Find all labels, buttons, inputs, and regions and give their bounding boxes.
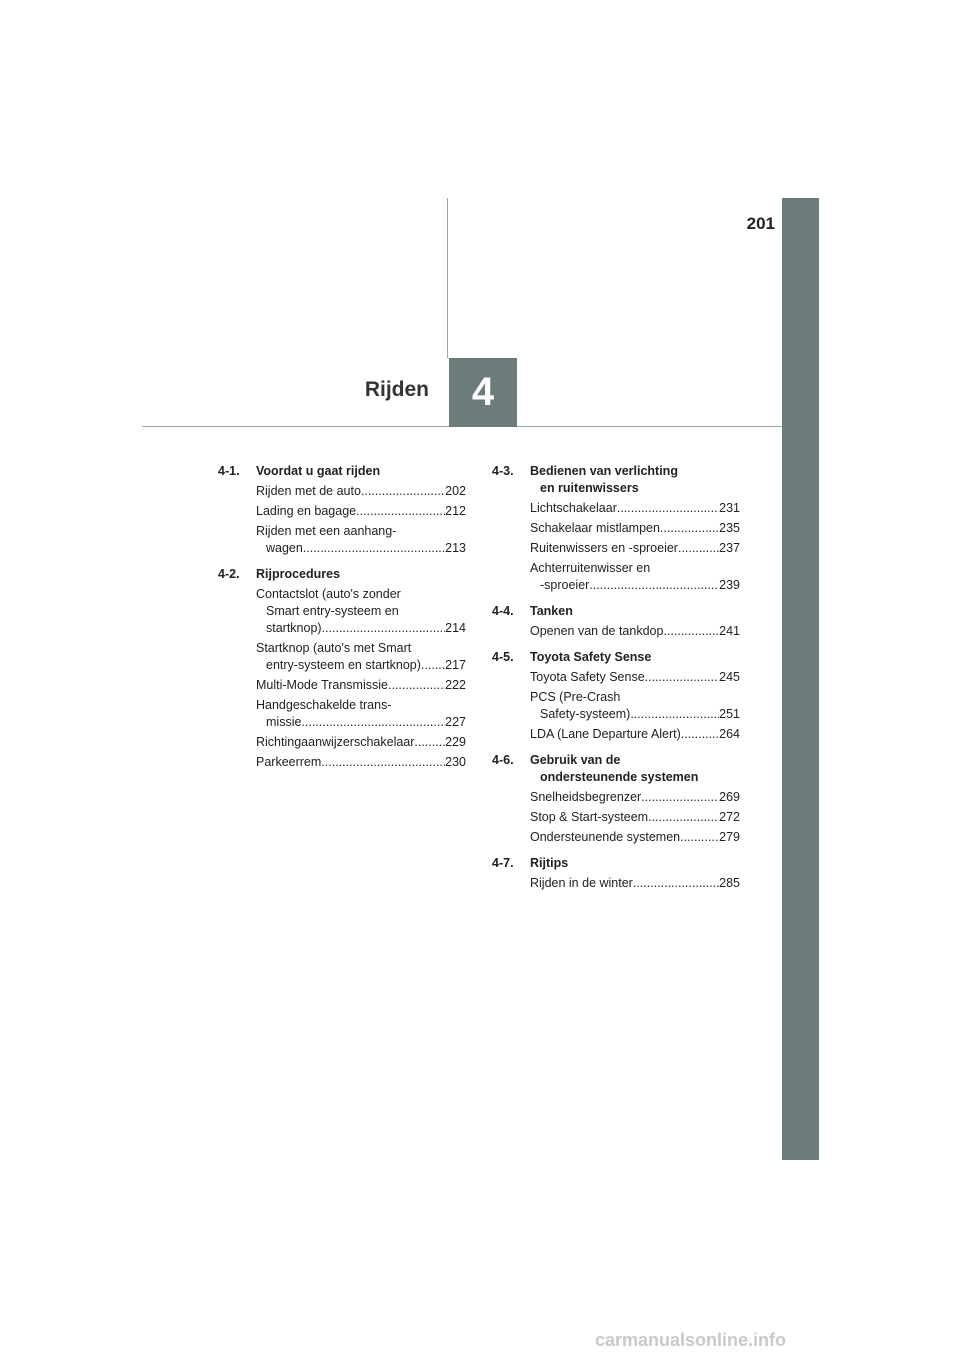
section-number: 4-5. <box>492 650 514 664</box>
toc-entry-text: Ruitenwissers en -sproeier <box>530 541 678 555</box>
toc-entry-page: 217 <box>445 658 466 672</box>
toc-entry-text: Toyota Safety Sense <box>530 670 645 684</box>
toc-entry-text: Parkeerrem <box>256 755 322 769</box>
dot-leader <box>681 726 719 743</box>
toc-entry-page: 241 <box>719 624 740 638</box>
toc-entry-text: Snelheidsbegrenzer <box>530 790 642 804</box>
toc-entry-text: Schakelaar mistlampen <box>530 521 660 535</box>
section-heading <box>492 463 740 497</box>
toc-entry-line <box>530 669 740 686</box>
section-gap <box>492 643 740 646</box>
toc-entry-line <box>530 875 740 892</box>
toc-entry[interactable] <box>218 734 466 751</box>
watermark: carmanualsonline.info <box>595 1330 787 1350</box>
toc-entry-line <box>530 706 740 723</box>
toc-entry-line <box>256 754 466 771</box>
toc-entry-line <box>530 789 740 806</box>
toc-entry-text: Lichtschakelaar <box>530 501 617 515</box>
section-number: 4-3. <box>492 464 514 478</box>
toc-entry-text: wagen <box>266 541 303 555</box>
dot-leader <box>660 520 719 537</box>
toc-entry-line <box>530 500 740 517</box>
toc-entry-line <box>530 829 740 846</box>
toc-entry-line <box>256 677 466 694</box>
chapter-number: 4 <box>449 358 517 427</box>
chapter-title: Rijden <box>364 378 429 401</box>
section-title: Rijtips <box>530 856 569 870</box>
toc-entry[interactable] <box>218 503 466 520</box>
toc-entry-page: 214 <box>445 621 466 635</box>
toc-entry-page: 222 <box>445 678 466 692</box>
dot-leader <box>633 875 719 892</box>
toc-entry-line <box>256 714 466 731</box>
toc-entry-line <box>256 540 466 557</box>
toc-left-column <box>218 460 466 774</box>
chapter-side-tab <box>782 198 819 1160</box>
dot-leader <box>680 829 719 846</box>
toc-entry-text: startknop) <box>266 621 322 635</box>
page-number: 201 <box>746 214 775 233</box>
toc-entry-text: Multi-Mode Transmissie <box>256 678 388 692</box>
vertical-divider <box>447 198 448 358</box>
section-title: Toyota Safety Sense <box>530 650 652 664</box>
dot-leader <box>617 500 719 517</box>
toc-entry[interactable] <box>492 540 740 557</box>
toc-entry-text: Lading en bagage <box>256 504 357 518</box>
section-number: 4-2. <box>218 567 240 581</box>
toc-entry-text: Richtingaanwijzerschakelaar <box>256 735 415 749</box>
dot-leader <box>361 483 445 500</box>
dot-leader <box>678 540 719 557</box>
section-number: 4-1. <box>218 464 240 478</box>
toc-entry-page: 272 <box>719 810 740 824</box>
dot-leader <box>663 623 719 640</box>
toc-right-column <box>492 460 740 895</box>
toc-entry-text: missie <box>266 715 302 729</box>
toc-entry[interactable] <box>492 669 740 686</box>
toc-entry[interactable] <box>492 623 740 640</box>
section-heading <box>492 752 740 786</box>
toc-entry-text: Rijden met een aanhang- <box>256 524 397 538</box>
section-gap <box>218 560 466 563</box>
toc-entry-text: Handgeschakelde trans- <box>256 698 392 712</box>
toc-entry-line <box>530 726 740 743</box>
section-title: Gebruik van de <box>530 753 621 767</box>
toc-entry[interactable] <box>218 523 466 557</box>
toc-entry-page: 239 <box>719 578 740 592</box>
section-heading <box>492 649 740 666</box>
section-title: ondersteunende systemen <box>540 770 699 784</box>
dot-leader <box>645 669 719 686</box>
toc-entry-line <box>256 503 466 520</box>
toc-entry-page: 245 <box>719 670 740 684</box>
section-title: en ruitenwissers <box>540 481 639 495</box>
dot-leader <box>641 789 719 806</box>
toc-entry-line <box>530 577 740 594</box>
dot-leader <box>589 577 719 594</box>
dot-leader <box>414 734 445 751</box>
toc-entry-page: 251 <box>719 707 740 721</box>
toc-entry[interactable] <box>218 483 466 500</box>
toc-entry-text: PCS (Pre-Crash <box>530 690 621 704</box>
toc-entry[interactable] <box>218 697 466 731</box>
dot-leader <box>301 714 445 731</box>
section-title: Bedienen van verlichting <box>530 464 678 478</box>
section-heading <box>492 603 740 620</box>
section-gap <box>492 746 740 749</box>
toc-entry-text: Achterruitenwisser en <box>530 561 651 575</box>
dot-leader <box>356 503 445 520</box>
toc-entry-page: 269 <box>719 790 740 804</box>
dot-leader <box>648 809 719 826</box>
toc-entry[interactable] <box>492 829 740 846</box>
dot-leader <box>321 754 445 771</box>
toc-entry-text: Safety-systeem) <box>540 707 631 721</box>
toc-entry-text: Openen van de tankdop <box>530 624 664 638</box>
toc-entry-page: 202 <box>445 484 466 498</box>
dot-leader <box>630 706 719 723</box>
toc-entry[interactable] <box>492 500 740 517</box>
toc-entry[interactable] <box>492 726 740 743</box>
toc-entry-page: 230 <box>445 755 466 769</box>
toc-entry-page: 285 <box>719 876 740 890</box>
toc-entry[interactable] <box>492 560 740 594</box>
toc-entry-line <box>530 540 740 557</box>
section-heading <box>218 566 466 583</box>
toc-entry-page: 213 <box>445 541 466 555</box>
toc-entry[interactable] <box>492 875 740 892</box>
toc-entry-line <box>256 483 466 500</box>
dot-leader <box>303 540 445 557</box>
toc-entry[interactable] <box>218 677 466 694</box>
toc-entry-page: 229 <box>445 735 466 749</box>
toc-entry-text: LDA (Lane Departure Alert) <box>530 727 681 741</box>
toc-entry-page: 235 <box>719 521 740 535</box>
section-number: 4-4. <box>492 604 514 618</box>
section-heading <box>492 855 740 872</box>
toc-entry[interactable] <box>492 689 740 723</box>
toc-entry-page: 227 <box>445 715 466 729</box>
toc-entry-line <box>256 657 466 674</box>
section-gap <box>492 849 740 852</box>
section-number: 4-6. <box>492 753 514 767</box>
dot-leader <box>322 620 446 637</box>
toc-entry-text: Rijden in de winter <box>530 876 633 890</box>
toc-entry-text: Rijden met de auto <box>256 484 361 498</box>
section-number: 4-7. <box>492 856 514 870</box>
toc-entry-text: Startknop (auto's met Smart <box>256 641 412 655</box>
toc-entry-text: entry-systeem en startknop) <box>266 658 421 672</box>
toc-entry[interactable] <box>492 809 740 826</box>
section-title: Tanken <box>530 604 573 618</box>
toc-entry[interactable] <box>218 586 466 637</box>
toc-entry-text: Stop & Start-systeem <box>530 810 649 824</box>
toc-entry-page: 231 <box>719 501 740 515</box>
toc-entry[interactable] <box>492 520 740 537</box>
toc-entry[interactable] <box>492 789 740 806</box>
section-gap <box>492 597 740 600</box>
section-title: Voordat u gaat rijden <box>256 464 381 478</box>
section-title: Rijprocedures <box>256 567 341 581</box>
toc-entry-line <box>530 520 740 537</box>
toc-entry-line <box>530 623 740 640</box>
toc-entry-text: -sproeier <box>540 578 590 592</box>
dot-leader <box>421 657 445 674</box>
toc-entry-line <box>256 734 466 751</box>
toc-entry-page: 264 <box>719 727 740 741</box>
toc-entry-text: Ondersteunende systemen <box>530 830 681 844</box>
toc-entry[interactable] <box>218 754 466 771</box>
toc-entry-page: 237 <box>719 541 740 555</box>
toc-entry[interactable] <box>218 640 466 674</box>
toc-entry-text: Contactslot (auto's zonder <box>256 587 401 601</box>
toc-entry-line <box>530 809 740 826</box>
dot-leader <box>388 677 445 694</box>
toc-entry-page: 279 <box>719 830 740 844</box>
toc-entry-text: Smart entry-systeem en <box>266 604 399 618</box>
section-heading <box>218 463 466 480</box>
toc-entry-line <box>256 620 466 637</box>
toc-entry-page: 212 <box>445 504 466 518</box>
